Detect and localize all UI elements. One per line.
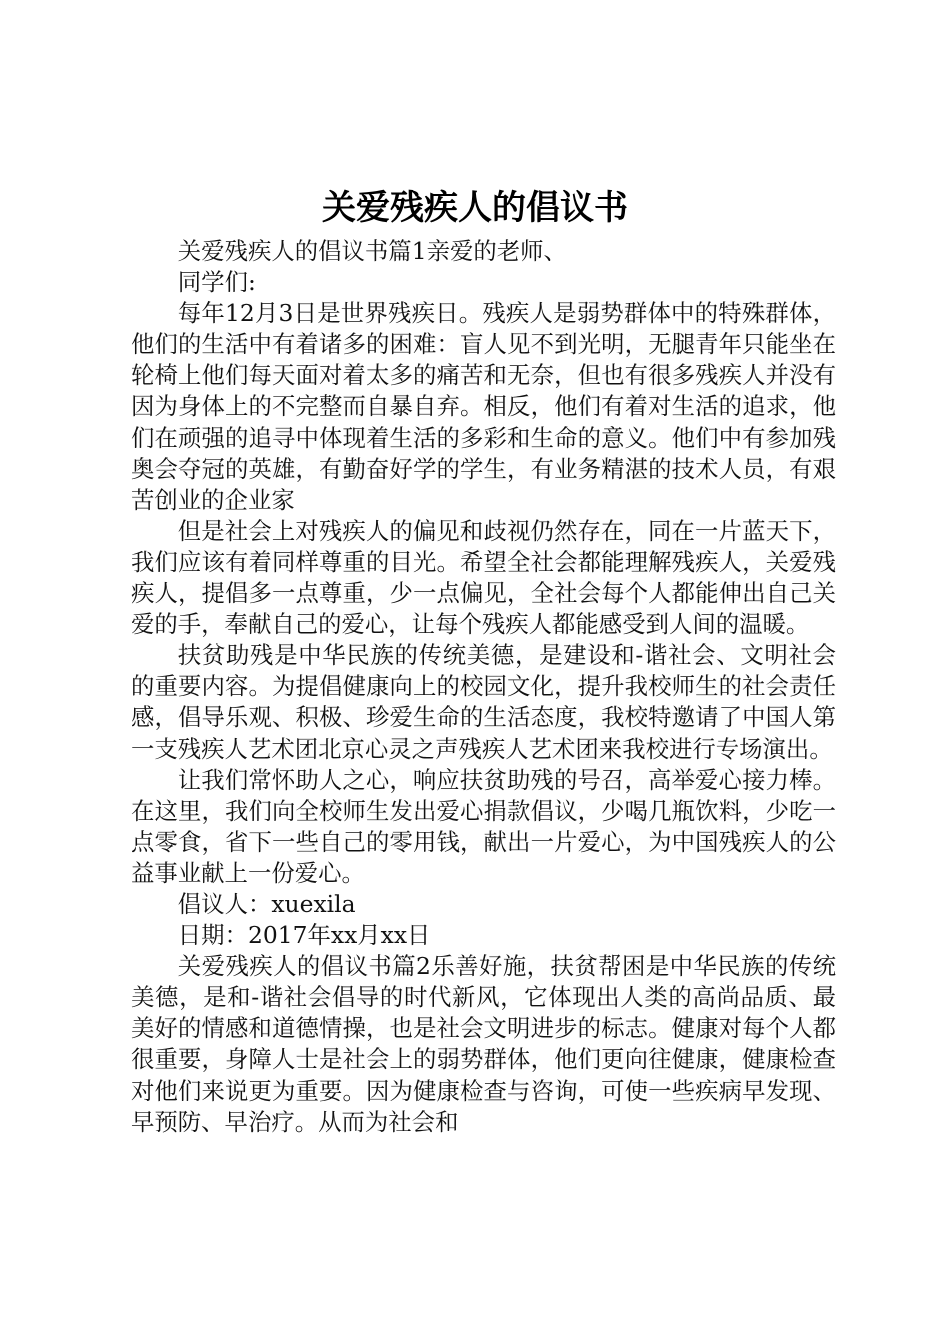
signature-line: 倡议人：xuexila — [177, 889, 356, 918]
paragraph: 让我们常怀助人之心，响应扶贫助残的号召，高举爱心接力棒。在这里，我们向全校师生发出爱心捐款倡议，少喝几瓶饮料，少吃一点零食，省下一些自己的零用钱，献出一片爱心，为中国残疾人的公益事业献上一份爱心。 — [131, 765, 836, 887]
paragraph: 关爱残疾人的倡议书篇1亲爱的老师、 — [177, 237, 567, 265]
paragraph: 扶贫助残是中华民族的传统美德，是建设和-谐社会、文明社会的重要内容。为提倡健康向上的校园文化，提升我校师生的社会责任感，倡导乐观、积极、珍爱生命的生活态度，我校特邀请了中国人第一支残疾人艺术团北京心灵之声残疾人艺术团来我校进行专场演出。 — [131, 641, 836, 763]
date-line: 日期：2017年xx月xx日 — [177, 921, 431, 950]
document-body — [131, 236, 836, 1138]
document-title: 关爱残疾人的倡议书 — [322, 188, 628, 228]
paragraph: 关爱残疾人的倡议书篇2乐善好施，扶贫帮困是中华民族的传统美德，是和-谐社会倡导的时代新风，它体现出人类的高尚品质、最美好的情感和道德情操，也是社会文明进步的标志。健康对每个人都很重要，身障人士是社会上的弱势群体，他们更向往健康，健康检查对他们来说更为重要。因为健康检查与咨询，可使一些疾病早发现、早预防、早治疗。从而为社会和 — [131, 952, 836, 1136]
paragraph: 每年12月3日是世界残疾日。残疾人是弱势群体中的特殊群体，他们的生活中有着诸多的困难：盲人见不到光明，无腿青年只能坐在轮椅上他们每天面对着太多的痛苦和无奈，但也有很多残疾人并没有因为身体上的不完整而自暴自弃。相反，他们有着对生活的追求，他们在顽强的追寻中体现着生活的多彩和生命的意义。他们中有参加残奥会夺冠的英雄，有勤奋好学的学生，有业务精湛的技术人员，有艰苦创业的企业家 — [131, 299, 836, 514]
paragraph: 但是社会上对残疾人的偏见和歧视仍然存在，同在一片蓝天下，我们应该有着同样尊重的目光。希望全社会都能理解残疾人，关爱残疾人，提倡多一点尊重，少一点偏见，全社会每个人都能伸出自己关爱的手，奉献自己的爱心，让每个残疾人都能感受到人间的温暖。 — [131, 516, 836, 639]
paragraph: 同学们: — [177, 268, 256, 297]
